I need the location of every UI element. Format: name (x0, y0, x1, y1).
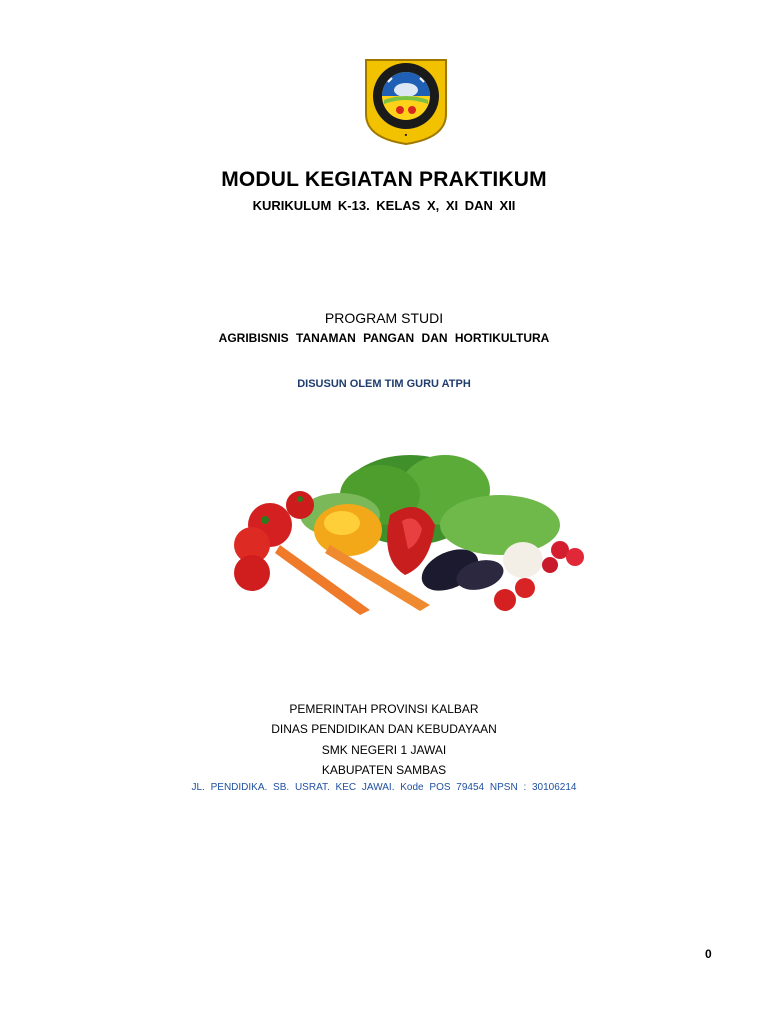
school-logo-icon (358, 52, 454, 146)
svg-text:■: ■ (404, 132, 408, 137)
author-line: DISUSUN OLEM TIM GURU ATPH (297, 378, 471, 390)
program-name: AGRIBISNIS TANAMAN PANGAN DAN HORTIKULTURA (218, 331, 550, 345)
institution-line-4: KABUPATEN SAMBAS (321, 763, 447, 777)
vegetables-illustration (230, 445, 600, 625)
institution-line-1: PEMERINTAH PROVINSI KALBAR (289, 702, 479, 716)
program-label: PROGRAM STUDI (324, 310, 444, 326)
institution-line-3: SMK NEGERI 1 JAWAI (321, 743, 447, 757)
institution-line-2: DINAS PENDIDIKAN DAN KEBUDAYAAN (271, 722, 497, 736)
document-subtitle: KURIKULUM K-13. KELAS X, XI DAN XII (252, 198, 516, 213)
page-number: 0 (705, 947, 712, 961)
document-title: MODUL KEGIATAN PRAKTIKUM (221, 168, 547, 191)
address-line: JL. PENDIDIKA. SB. USRAT. KEC JAWAI. Kode POS 79454 NPSN : 30106214 (191, 782, 577, 793)
